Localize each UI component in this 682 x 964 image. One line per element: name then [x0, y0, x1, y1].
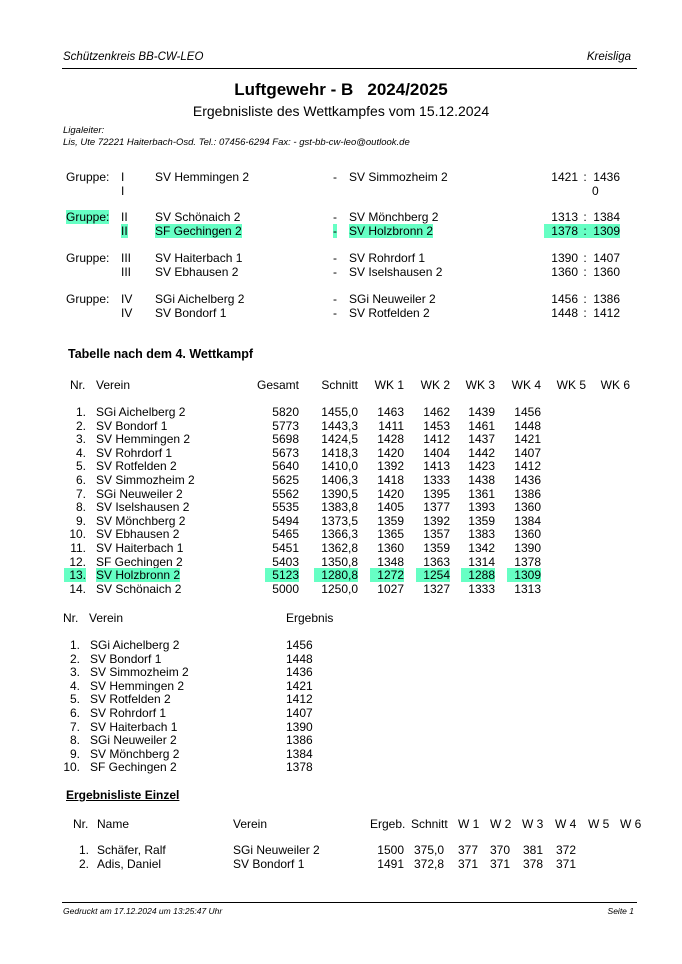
footer-left: Gedruckt am 17.12.2024 um 13:25:47 Uhr — [63, 906, 223, 916]
table-cell-wk4: 1407 — [514, 445, 541, 460]
table-cell-verein: SGi Neuweiler 2 — [96, 486, 183, 501]
result-verein: SV Haiterbach 1 — [90, 719, 178, 734]
table-cell-wk3: 1383 — [468, 527, 495, 542]
einzel-header-cell: W 6 — [620, 817, 642, 831]
pairing-score — [544, 184, 620, 198]
pairing-score — [544, 224, 620, 238]
table-cell-wk4: 1390 — [514, 541, 541, 555]
result-ergebnis: 1390 — [286, 719, 313, 734]
table-header-cell: WK 4 — [511, 378, 541, 392]
result-nr: 4. — [69, 678, 80, 693]
result-verein: SV Rohrdorf 1 — [90, 706, 167, 720]
table-cell-schnitt: 1373,5 — [321, 513, 358, 528]
pairing-score-away: 1309 — [593, 224, 620, 238]
pairing-home-team: SGi Aichelberg 2 — [155, 292, 245, 306]
table-cell-wk1: 1272 — [370, 568, 404, 582]
einzel-header-cell: Verein — [233, 817, 268, 831]
table-header-cell: WK 6 — [600, 378, 630, 392]
table-cell-schnitt: 1410,0 — [321, 459, 358, 474]
einzel-cell-w1: 371 — [457, 857, 478, 871]
result-ergebnis: 1421 — [286, 678, 313, 693]
table-header-cell: WK 2 — [420, 378, 450, 392]
pairing-score-away: 1407 — [593, 251, 620, 265]
pairing-round: I — [121, 184, 125, 198]
result-nr: 3. — [69, 665, 80, 680]
pairing-score-colon: : — [583, 170, 587, 184]
table-cell-wk1: 1463 — [377, 405, 404, 419]
pairing-gruppe: Gruppe: — [66, 292, 110, 306]
result-verein: SF Gechingen 2 — [90, 760, 177, 775]
table-cell-nr: 6. — [75, 473, 86, 487]
einzel-cell-verein: SV Bondorf 1 — [233, 857, 305, 871]
pairing-separator: - — [333, 224, 337, 238]
pairing-score-away: 1384 — [593, 210, 620, 224]
table-header-cell: Schnitt — [321, 378, 358, 392]
page-title: Luftgewehr - B 2024/2025 — [234, 80, 448, 99]
header-left: Schützenkreis BB-CW-LEO — [63, 51, 204, 63]
table-cell-nr: 13. — [64, 568, 86, 582]
einzel-header-cell: W 2 — [490, 817, 512, 831]
table-cell-wk3: 1423 — [468, 459, 495, 474]
result-header-verein: Verein — [89, 611, 124, 625]
table-cell-wk2: 1462 — [423, 405, 450, 419]
table-cell-wk3: 1393 — [468, 500, 495, 515]
pairing-separator: - — [333, 251, 337, 265]
table-cell-gesamt: 5625 — [272, 473, 299, 487]
table-cell-nr: 2. — [75, 418, 86, 433]
table-cell-wk3: 1437 — [468, 432, 495, 447]
table-cell-wk3: 1314 — [468, 554, 495, 569]
einzel-cell-schnitt: 372,8 — [413, 857, 444, 871]
table-cell-wk4: 1360 — [514, 500, 541, 515]
page-subtitle: Ergebnisliste des Wettkampfes vom 15.12.2024 — [192, 103, 490, 119]
table-cell-gesamt: 5494 — [272, 513, 299, 528]
pairing-away-team: SV Holzbronn 2 — [349, 224, 434, 238]
table-cell-wk1: 1405 — [377, 500, 404, 515]
result-nr: 10. — [63, 760, 80, 775]
einzel-header-cell: Nr. — [73, 817, 89, 831]
table-cell-wk1: 1418 — [377, 473, 404, 487]
pairing-score-colon: : — [583, 306, 587, 320]
pairing-separator: - — [333, 210, 337, 224]
table-cell-wk4: 1384 — [514, 513, 541, 528]
table-cell-wk1: 1420 — [377, 445, 404, 460]
pairing-home-team: SV Bondorf 1 — [155, 306, 227, 320]
pairing-gruppe: Gruppe: — [66, 170, 110, 184]
pairing-score — [544, 292, 620, 306]
pairing-away-team: SV Simmozheim 2 — [349, 170, 448, 184]
table-cell-nr: 14. — [69, 581, 86, 596]
result-ergebnis: 1407 — [286, 706, 313, 720]
table-cell-gesamt: 5673 — [272, 445, 299, 460]
table-cell-wk4: 1456 — [514, 405, 541, 419]
pairing-home-team: SF Gechingen 2 — [155, 224, 242, 238]
einzel-header-cell: Schnitt — [411, 817, 448, 831]
table-cell-wk2: 1363 — [423, 554, 450, 569]
ligaleiter-contact: Lis, Ute 72221 Haiterbach-Osd. Tel.: 07456-6294 Fax: - gst-bb-cw-leo@outlook.de — [63, 137, 410, 148]
table-cell-wk2: 1392 — [423, 513, 450, 528]
table-cell-verein: SV Rotfelden 2 — [96, 459, 177, 474]
table-cell-nr: 9. — [75, 513, 86, 528]
table-cell-nr: 10. — [69, 527, 86, 542]
table-cell-gesamt: 5640 — [272, 459, 299, 474]
table-cell-wk4: 1386 — [514, 486, 541, 501]
einzel-cell-w4: 371 — [555, 857, 576, 871]
table-cell-wk1: 1360 — [377, 541, 404, 555]
table-cell-verein: SV Hemmingen 2 — [96, 432, 191, 447]
table-cell-nr: 4. — [75, 445, 86, 460]
pairing-gruppe: Gruppe: — [66, 251, 110, 265]
table-cell-schnitt: 1390,5 — [321, 486, 358, 501]
table-cell-wk3: 1439 — [468, 405, 495, 419]
table-cell-gesamt: 5451 — [272, 541, 299, 555]
pairing-round: I — [121, 170, 125, 184]
table-cell-schnitt: 1250,0 — [321, 581, 358, 596]
table-cell-verein: SF Gechingen 2 — [96, 554, 183, 569]
pairing-round: II — [121, 210, 128, 224]
einzel-cell-name: Schäfer, Ralf — [97, 843, 166, 857]
table-header-cell: Gesamt — [256, 378, 299, 392]
pairing-score-away: 1436 — [593, 170, 620, 184]
einzel-cell-verein: SGi Neuweiler 2 — [233, 843, 320, 857]
table-cell-wk2: 1453 — [423, 418, 450, 433]
pairing-score-away: 1360 — [593, 265, 620, 279]
table-cell-nr: 1. — [75, 405, 86, 419]
result-ergebnis: 1384 — [286, 746, 313, 761]
table-cell-wk2: 1413 — [423, 459, 450, 474]
table-cell-gesamt: 5535 — [272, 500, 299, 515]
table-cell-wk1: 1420 — [377, 486, 404, 501]
pairing-away-team: SV Rohrdorf 1 — [349, 251, 426, 265]
table-cell-wk4: 1360 — [514, 527, 541, 542]
result-ergebnis: 1386 — [286, 733, 313, 748]
einzel-cell-w1: 377 — [457, 843, 478, 857]
pairing-score-home: 1421 — [551, 170, 578, 184]
result-nr: 1. — [69, 638, 80, 652]
table-cell-wk4: 1378 — [514, 554, 541, 569]
result-ergebnis: 1378 — [286, 760, 313, 775]
result-verein: SV Rotfelden 2 — [90, 692, 171, 707]
table-cell-wk4: 1436 — [514, 473, 541, 487]
pairing-score-colon: : — [583, 265, 587, 279]
table-cell-verein: SV Schönaich 2 — [96, 581, 182, 596]
footer-rule — [62, 902, 637, 903]
result-nr: 6. — [69, 706, 80, 720]
pairing-home-team: SV Schönaich 2 — [155, 210, 241, 224]
pairing-score — [544, 265, 620, 279]
pairing-home-team: SV Haiterbach 1 — [155, 251, 243, 265]
table-cell-wk3: 1342 — [468, 541, 495, 555]
result-header-nr: Nr. — [63, 611, 79, 625]
pairing-round: III — [121, 251, 132, 265]
table-cell-wk1: 1027 — [377, 581, 404, 596]
pairing-score-away: 1412 — [593, 306, 620, 320]
result-verein: SV Bondorf 1 — [90, 651, 162, 666]
pairing-round: II — [121, 224, 128, 238]
pairing-round: IV — [121, 306, 133, 320]
table-cell-schnitt: 1280,8 — [314, 568, 358, 582]
einzel-header-cell: Name — [97, 817, 130, 831]
table-cell-wk1: 1411 — [378, 418, 404, 433]
table-cell-gesamt: 5820 — [272, 405, 299, 419]
result-verein: SV Simmozheim 2 — [90, 665, 189, 680]
einzel-cell-ergeb: 1491 — [377, 857, 404, 871]
einzel-cell-w2: 370 — [489, 843, 510, 857]
result-ergebnis: 1412 — [286, 692, 313, 707]
pairing-home-team: SV Hemmingen 2 — [155, 170, 250, 184]
table-cell-schnitt: 1362,8 — [321, 541, 358, 555]
table-cell-wk3: 1333 — [468, 581, 495, 596]
table-cell-wk1: 1428 — [377, 432, 404, 447]
table-cell-wk3: 1442 — [468, 445, 495, 460]
table-cell-wk3: 1288 — [461, 568, 495, 582]
result-nr: 5. — [69, 692, 80, 707]
einzel-cell-nr: 1. — [78, 843, 89, 857]
pairing-score-home: 1456 — [551, 292, 578, 306]
table-cell-schnitt: 1383,8 — [321, 500, 358, 515]
pairing-score-colon: : — [583, 224, 587, 238]
table-cell-wk4: 1448 — [514, 418, 541, 433]
table-cell-schnitt: 1455,0 — [321, 405, 358, 419]
pairing-separator: - — [333, 265, 337, 279]
pairing-score-home: 1360 — [551, 265, 578, 279]
einzel-cell-nr: 2. — [78, 857, 89, 871]
table-cell-gesamt: 5465 — [272, 527, 299, 542]
result-verein: SV Mönchberg 2 — [90, 746, 180, 761]
pairing-score-home: 1313 — [551, 210, 578, 224]
table-cell-wk2: 1254 — [416, 568, 450, 582]
einzel-cell-w3: 378 — [522, 857, 543, 871]
result-ergebnis: 1448 — [286, 651, 313, 666]
table-cell-gesamt: 5562 — [272, 486, 299, 501]
einzel-header-cell: W 3 — [522, 817, 544, 831]
table-cell-schnitt: 1424,5 — [321, 432, 358, 447]
pairing-score — [544, 251, 620, 265]
table-cell-gesamt: 5000 — [272, 581, 299, 596]
einzel-cell-schnitt: 375,0 — [413, 843, 444, 857]
ligaleiter-label: Ligaleiter: — [63, 125, 105, 136]
pairing-home-team: SV Ebhausen 2 — [155, 265, 239, 279]
table-cell-wk2: 1412 — [423, 432, 450, 447]
table-cell-wk2: 1404 — [423, 445, 450, 460]
table-cell-wk4: 1313 — [514, 581, 541, 596]
pairing-score-home: 1390 — [551, 251, 578, 265]
pairing-away-team: SV Rotfelden 2 — [349, 306, 430, 320]
einzel-cell-name: Adis, Daniel — [97, 857, 162, 871]
table-header-cell: WK 5 — [556, 378, 586, 392]
table-cell-schnitt: 1366,3 — [321, 527, 358, 542]
table-cell-nr: 8. — [75, 500, 86, 515]
pairing-score-home: 1378 — [551, 224, 578, 238]
table-cell-nr: 3. — [75, 432, 86, 447]
table-cell-schnitt: 1418,3 — [321, 445, 358, 460]
header-rule — [62, 68, 637, 69]
table-cell-verein: SV Simmozheim 2 — [96, 473, 195, 487]
result-nr: 7. — [69, 719, 80, 734]
table-cell-wk2: 1395 — [423, 486, 450, 501]
table-cell-nr: 7. — [75, 486, 86, 501]
pairing-score — [544, 210, 620, 224]
einzel-cell-w2: 371 — [489, 857, 510, 871]
pairing-score-away: 0 — [592, 184, 599, 198]
result-ergebnis: 1436 — [286, 665, 313, 680]
pairing-score-colon: : — [583, 251, 587, 265]
table-cell-verein: SV Bondorf 1 — [96, 418, 168, 433]
result-nr: 9. — [69, 746, 80, 761]
table-header-cell: Verein — [96, 378, 131, 392]
table-cell-schnitt: 1443,3 — [321, 418, 358, 433]
table-cell-wk1: 1348 — [377, 554, 404, 569]
einzel-header-cell: W 1 — [458, 817, 480, 831]
table-cell-wk2: 1357 — [423, 527, 450, 542]
pairing-gruppe: Gruppe: — [66, 210, 110, 224]
einzel-cell-w3: 381 — [522, 843, 543, 857]
footer-right: Seite 1 — [607, 906, 634, 916]
table-cell-verein: SV Mönchberg 2 — [96, 513, 186, 528]
table-cell-wk2: 1333 — [423, 473, 450, 487]
result-nr: 8. — [69, 733, 80, 748]
table-cell-wk3: 1461 — [468, 418, 495, 433]
table-cell-wk2: 1327 — [423, 581, 450, 596]
pairing-score-colon: : — [583, 210, 587, 224]
table-cell-verein: SGi Aichelberg 2 — [96, 405, 186, 419]
pairing-separator: - — [333, 306, 337, 320]
einzel-cell-w4: 372 — [555, 843, 576, 857]
table-cell-nr: 5. — [75, 459, 86, 474]
table-cell-wk4: 1412 — [514, 459, 541, 474]
pairing-round: III — [121, 265, 132, 279]
result-verein: SV Hemmingen 2 — [90, 678, 185, 693]
result-nr: 2. — [69, 651, 80, 666]
pairing-score-colon: : — [583, 292, 587, 306]
table-cell-wk3: 1361 — [468, 486, 495, 501]
pairing-score-home: 1448 — [551, 306, 578, 320]
pairing-away-team: SGi Neuweiler 2 — [349, 292, 436, 306]
table-cell-nr: 12. — [69, 554, 86, 569]
table-cell-gesamt: 5773 — [272, 418, 299, 433]
result-header-ergebnis: Ergebnis — [286, 611, 334, 625]
pairing-separator: - — [333, 292, 337, 306]
pairing-separator: - — [333, 170, 337, 184]
table-cell-wk2: 1359 — [423, 541, 450, 555]
einzel-header-cell: W 4 — [555, 817, 577, 831]
table-cell-verein: SV Holzbronn 2 — [96, 568, 181, 583]
table-cell-schnitt: 1406,3 — [321, 473, 358, 487]
pairing-away-team: SV Mönchberg 2 — [349, 210, 439, 224]
table-cell-verein: SV Iselshausen 2 — [96, 500, 190, 515]
table-cell-wk4: 1309 — [507, 568, 541, 582]
table-cell-gesamt: 5698 — [272, 432, 299, 447]
result-verein: SGi Neuweiler 2 — [90, 733, 177, 748]
pairing-round: IV — [121, 292, 133, 306]
table-cell-verein: SV Ebhausen 2 — [96, 527, 180, 542]
pairing-score — [544, 306, 620, 320]
einzel-header-cell: Ergeb. — [370, 817, 406, 831]
table-cell-nr: 11. — [70, 541, 86, 555]
table-cell-wk3: 1359 — [468, 513, 495, 528]
result-ergebnis: 1456 — [286, 638, 313, 652]
table-header-cell: WK 3 — [465, 378, 495, 392]
table-cell-wk1: 1359 — [377, 513, 404, 528]
pairing-score — [544, 170, 620, 184]
einzel-cell-ergeb: 1500 — [377, 843, 404, 857]
einzel-title: Ergebnisliste Einzel — [66, 788, 180, 802]
table-cell-wk1: 1365 — [377, 527, 404, 542]
result-verein: SGi Aichelberg 2 — [90, 638, 180, 652]
einzel-header-cell: W 5 — [588, 817, 610, 831]
pairing-away-team: SV Iselshausen 2 — [349, 265, 443, 279]
table-title: Tabelle nach dem 4. Wettkampf — [68, 347, 254, 361]
table-cell-gesamt: 5403 — [272, 554, 299, 569]
table-cell-wk3: 1438 — [468, 473, 495, 487]
table-cell-schnitt: 1350,8 — [321, 554, 358, 569]
table-cell-gesamt: 5123 — [265, 568, 299, 582]
table-header-cell: WK 1 — [374, 378, 404, 392]
table-cell-wk4: 1421 — [514, 432, 541, 447]
header-right: Kreisliga — [586, 51, 631, 63]
table-cell-wk2: 1377 — [423, 500, 450, 515]
pairing-score-away: 1386 — [593, 292, 620, 306]
table-cell-wk1: 1392 — [377, 459, 404, 474]
table-cell-verein: SV Rohrdorf 1 — [96, 445, 173, 460]
table-cell-verein: SV Haiterbach 1 — [96, 541, 184, 555]
table-header-cell: Nr. — [70, 378, 86, 392]
